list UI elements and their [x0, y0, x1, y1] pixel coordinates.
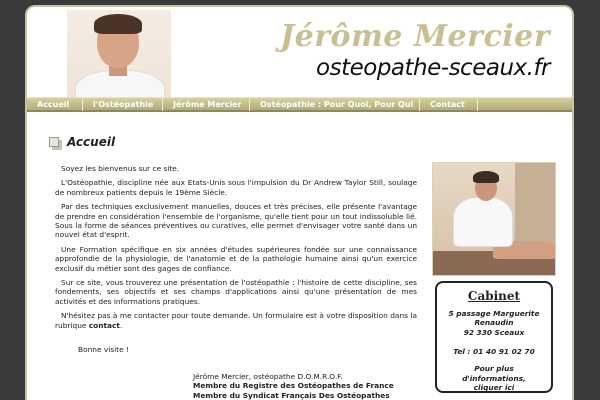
main-nav	[27, 97, 572, 122]
paragraph-contact	[55, 311, 417, 330]
site-name: Jérôme Mercier	[279, 19, 550, 54]
page-title: Accueil	[67, 135, 116, 149]
cabinet-address	[437, 309, 551, 337]
cabinet-more-info-link[interactable]	[437, 364, 551, 392]
portrait-hair	[94, 14, 142, 34]
nav-item-pour-quoi-pour-qui[interactable]: Ostéopathie : Pour Quoi, Pour Qui ?	[250, 98, 420, 111]
cabinet-more-line1: Pour plus	[474, 364, 514, 374]
nav-item-osteopathie[interactable]: l'Ostéopathie	[83, 98, 163, 111]
contact-text-before: N'hésitez pas à me contacter pour toute demande. Un formulaire est à votre disposition dans la rubrique	[55, 311, 417, 330]
photo-practitioner-hair	[473, 171, 499, 183]
nav-item-jerome-mercier[interactable]: Jérôme Mercier	[163, 98, 250, 111]
contact-text-after: .	[119, 320, 123, 330]
page-icon	[49, 137, 59, 147]
paragraph-welcome: Soyez les bienvenus sur ce site.	[61, 164, 180, 173]
cabinet-more-line3: cliquer ici	[473, 383, 515, 393]
signature-block	[193, 372, 394, 400]
signature-name: Jérôme Mercier, ostéopathe D.O.M.R.O.F.	[193, 372, 343, 381]
cabinet-box[interactable]	[435, 281, 553, 393]
header	[27, 7, 572, 97]
cabinet-phone: Tel : 01 40 91 02 70	[453, 347, 535, 357]
paragraph-site-overview: Sur ce site, vous trouverez une présentation de l'ostéopathie : l'histoire de cette discipline, ses fondements, ses objectifs et ses champs d'applications ainsi qu'une présentation de mes activités et des informations pratiques.	[55, 278, 417, 306]
signature-membership-registre: Membre du Registre des Ostéopathes de France	[193, 381, 394, 391]
site-url: osteopathe-sceaux.fr	[316, 55, 550, 81]
cabinet-address-line1: 5 passage Marguerite	[448, 309, 540, 318]
cabinet-title: Cabinet	[467, 289, 521, 303]
main-content	[55, 164, 417, 335]
page-container	[25, 5, 574, 400]
cabinet-more-line2: d'informations,	[462, 373, 526, 383]
header-portrait-photo	[67, 10, 171, 97]
treatment-photo	[432, 162, 556, 276]
paragraph-history: L'Ostéopathie, discipline née aux Etats-Unis sous l'impulsion du Dr Andrew Taylor Still, soulage de nombreux patients depuis le 19ème Siècle.	[55, 178, 417, 197]
cabinet-address-line2: Renaudin	[474, 318, 514, 328]
signoff: Bonne visite !	[78, 345, 129, 354]
content-title	[49, 135, 115, 149]
cabinet-address-line3: 92 330 Sceaux	[463, 327, 525, 337]
nav-item-accueil[interactable]: Accueil	[27, 98, 83, 111]
paragraph-techniques: Par des techniques exclusivement manuelles, douces et très précises, elle présente l'avantage de prendre en considération l'ensemble de l'organisme, qu'elle tient pour un tout indissoluble lié. Sous la forme de séances préventives ou curatives, elle permet d'envisager votre santé dans un nouvel état d'esprit.	[55, 202, 417, 240]
paragraph-formation: Une Formation spécifique en six années d'études supérieures fondée sur une connaissance approfondie de la physiologie, de l'anatomie et de la pathologie humaine ainsi qu'un exercice exclusif du métier sont des gages de confiance.	[55, 244, 417, 273]
nav-item-contact[interactable]: Contact	[420, 98, 478, 111]
contact-link[interactable]: contact	[88, 320, 120, 330]
signature-membership-syndicat: Membre du Syndicat Français Des Ostéopathes	[193, 390, 390, 400]
photo-practitioner	[453, 197, 513, 247]
